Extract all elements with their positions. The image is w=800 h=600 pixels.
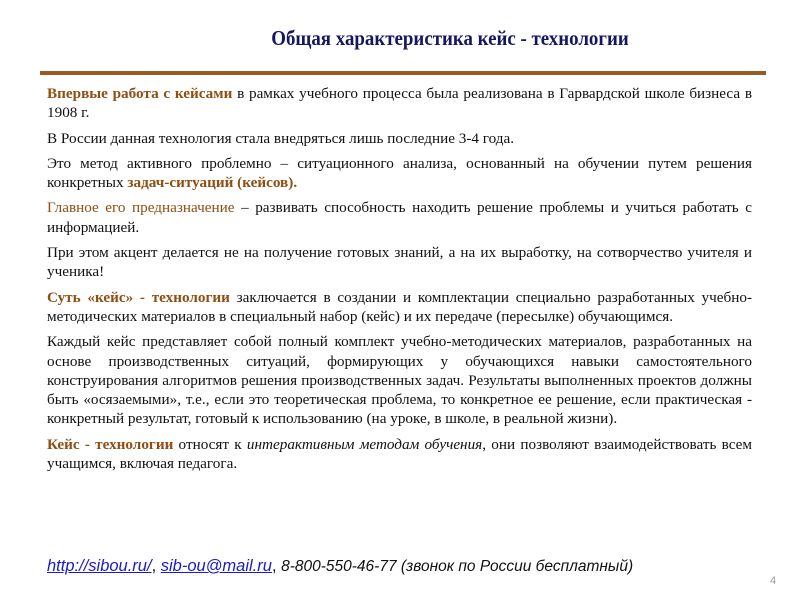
highlight-text: Впервые работа с кейсами [47,85,233,102]
paragraph-text: заключается в создании и комплектации специально разработанных учебно-методических материалов в специальный набор (кейс) и их передаче (пересылке) обучающимся. [47,288,753,325]
highlight-text: задач-ситуаций (кейсов). [127,174,298,192]
paragraph-text: При этом акцент делается не на получение готовых знаний, а на их выработку, на сотворчество учителя и ученика! [47,244,752,281]
paragraph-each-case [47,332,752,428]
separator: , [271,557,282,575]
title-divider [40,71,766,75]
paragraph-essence [47,288,752,327]
phone-number: 8-800-550-46-77 (звонок по России бесплатный) [281,558,634,575]
paragraph-interactive [47,435,752,474]
paragraph-text: – развивать способность находить решение проблемы и учиться работать с информацией. [47,199,752,236]
paragraph-text: относят к [173,435,247,453]
paragraph-text: , они позволяют взаимодействовать всем учащимся, включая педагога. [47,435,753,473]
paragraph-text: В России данная технология стала внедряться лишь последние 3-4 года. [47,129,515,147]
highlight-text: Главное его предназначение [47,199,235,217]
slide-title: Общая характеристика кейс - технологии [271,26,629,50]
paragraph-text: Каждый кейс представляет собой полный комплект учебно-методических материалов, разработанных на основе производственных ситуаций, формирующих у обучающихся навыки самостоятельного конструирования алгоритмов решения производственных задач. Результаты выполненных проектов должны быть «осязаемыми», т.е., если это теоретическая проблема, то конкретное ее решение, если практическая - конкретный результат, готовый к использованию (на уроке, в школе, в реальной жизни). [47,333,752,428]
paragraph-purpose [47,198,752,237]
email-link[interactable]: sib-ou@mail.ru [160,557,272,575]
page-number: 4 [770,575,777,587]
paragraph-text: в рамках учебного процесса была реализована в Гарвардской школе бизнеса в 1908 г. [47,85,752,122]
paragraph-accent [47,243,752,282]
paragraph-russia [47,129,752,148]
contact-footer [47,557,633,576]
slide-body [47,84,752,479]
separator: , [151,557,161,575]
paragraph-text: Это метод активного проблемно – ситуационного анализа, основанный на обучении путем решения конкретных [47,154,752,192]
italic-text: интерактивным методам обучения [246,435,483,453]
paragraph-method [47,154,752,193]
website-link[interactable]: http://sibou.ru/ [47,557,152,575]
highlight-text: Кейс - технологии [47,435,174,453]
highlight-text: Суть «кейс» - технологии [47,288,230,306]
paragraph-first-cases [47,84,752,123]
